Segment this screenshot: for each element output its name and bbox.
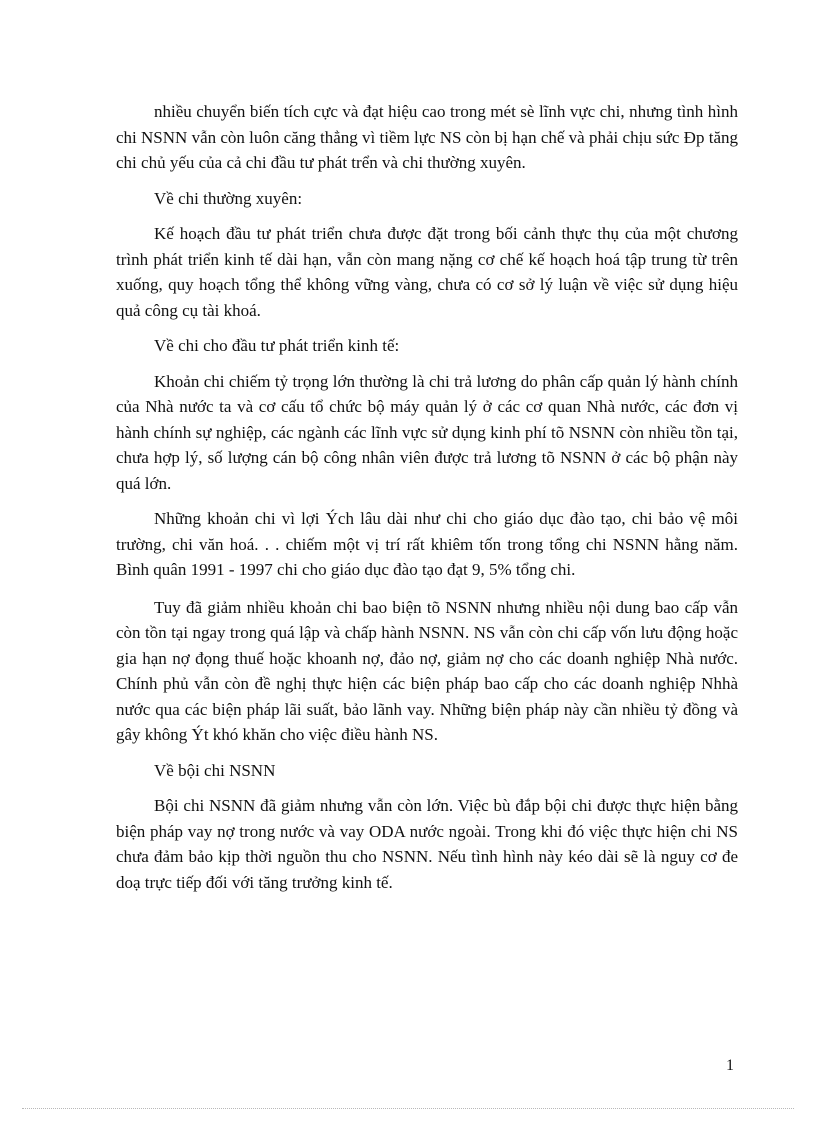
paragraph-salary-spending: Khoản chi chiếm tỷ trọng lớn thường là chi trả lương do phân cấp quản lý hành chính của Nhà nước ta và cơ cấu tổ chức bộ máy quản lý ở các cơ quan Nhà nước, các đơn vị hành chính sự nghiệp, các ngành các lĩnh vực sử dụng kinh phí tõ NSNN còn nhiều tồn tại, chưa hợp lý, số lượng cán bộ công nhân viên được trả lương tõ NSNN ở các bộ phận này quá lớn.: [116, 371, 738, 493]
paragraph-long-term-spending: Những khoản chi vì lợi Ých lâu dài như chi cho giáo dục đào tạo, chi bảo vệ môi trường, chi văn hoá. . . chiếm một vị trí rất khiêm tốn trong tổng chi NSNN hằng năm. Bình quân 1991 - 1997 chi cho giáo dục đào tạo đạt 9, 5% tổng chi.: [116, 509, 738, 579]
footer-divider: [22, 1108, 794, 1109]
document-body: [116, 99, 738, 905]
heading-budget-deficit: Về bội chi NSNN: [154, 760, 276, 780]
paragraph-subsidies: Tuy đã giảm nhiều khoản chi bao biện tõ NSNN nhưng nhiều nội dung bao cấp vẫn còn tồn tại ngay trong quá lập và chấp hành NSNN. NS vẫn còn chi cấp vốn lưu động hoặc gia hạn nợ đọng thuế hoặc khoanh nợ, đảo nợ, giảm nợ cho các doanh nghiệp Nhà nước. Chính phủ vẫn còn đề nghị thực hiện các biện pháp bao cấp cho các doanh nghiệp Nhhà nước qua các biện pháp lãi suất, bảo lãnh vay. Những biện pháp này cần nhiều tỷ đồng và gây không Ýt khó khăn cho việc điều hành NS.: [116, 597, 738, 744]
heading-recurrent-spending: Về chi thường xuyên:: [154, 188, 303, 208]
paragraph-investment-plan: Kế hoạch đầu tư phát triển chưa được đặt trong bối cảnh thực thụ của một chương trình phát triển kinh tế dài hạn, vẫn còn mang nặng cơ chế kế hoạch hoá tập trung từ trên xuống, quy hoạch tổng thể không vững vàng, chưa có cơ sở lý luận về việc sử dụng hiệu quả công cụ tài khoá.: [116, 224, 738, 320]
paragraph-intro: nhiều chuyển biến tích cực và đạt hiệu cao trong mét sè lĩnh vực chi, nhưng tình hình chi NSNN vẫn còn luôn căng thẳng vì tiềm lực NS còn bị hạn chế và phải chịu sức Ðp tăng chi chủ yếu của cả chi đầu tư phát trển và chi thường xuyên.: [116, 102, 738, 172]
paragraph-deficit: Bội chi NSNN đã giảm nhưng vẫn còn lớn. Việc bù đắp bội chi được thực hiện bằng biện pháp vay nợ trong nước và vay ODA nước ngoài. Trong khi đó việc thực hiện chi NS chưa đảm bảo kịp thời nguồn thu cho NSNN. Nếu tình hình này kéo dài sẽ là nguy cơ đe doạ trực tiếp đối với tăng trưởng kinh tế.: [116, 796, 738, 892]
page-number: 1: [726, 1057, 734, 1074]
heading-development-investment: Về chi cho đầu tư phát triển kinh tế:: [154, 336, 400, 355]
